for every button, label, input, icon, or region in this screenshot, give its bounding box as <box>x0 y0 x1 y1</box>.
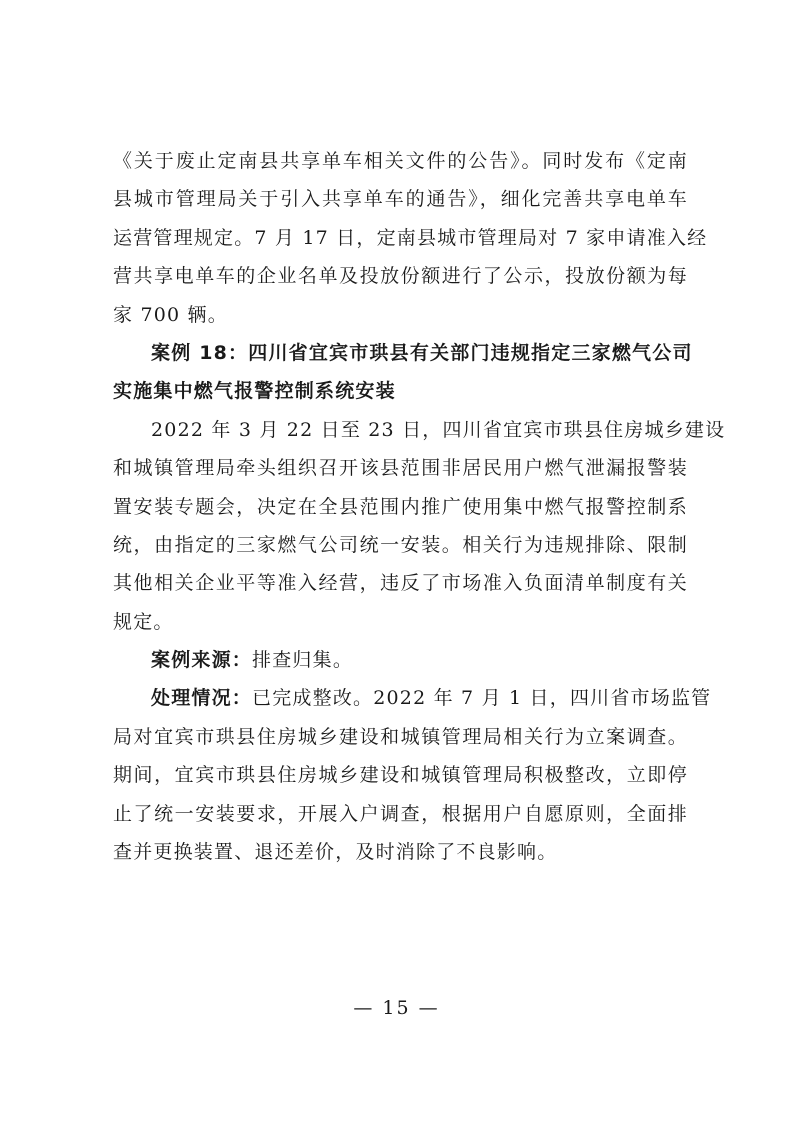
handling-label: 处理情况： <box>151 687 253 710</box>
page-number: — 15 — <box>353 997 440 1019</box>
text-line: 统，由指定的三家燃气公司统一安装。相关行为违规排除、限制 <box>113 533 688 556</box>
text-line: 2022 年 3 月 22 日至 23 日，四川省宜宾市珙县住房城乡建设 <box>151 418 726 441</box>
case-heading-line: 案例 18：四川省宜宾市珙县有关部门违规指定三家燃气公司 <box>151 341 693 364</box>
text-line: 县城市管理局关于引入共享单车的通告》，细化完善共享电单车 <box>113 188 688 211</box>
handling-status <box>113 679 712 871</box>
case-source-label: 案例来源： <box>151 649 253 672</box>
text-line: 和城镇管理局牵头组织召开该县范围非居民用户燃气泄漏报警装 <box>113 457 688 480</box>
handling-first-text: 已完成整改。2022 年 7 月 1 日，四川省市场监管 <box>252 687 712 710</box>
text-line: 家 700 辆。 <box>113 303 228 326</box>
handling-first-line <box>113 679 712 717</box>
text-line: 置安装专题会，决定在全县范围内推广使用集中燃气报警控制系 <box>113 495 688 518</box>
paragraph-announcement <box>113 142 708 334</box>
case-heading-line: 实施集中燃气报警控制系统安装 <box>113 380 396 403</box>
text-line: 止了统一安装要求，开展入户调查，根据用户自愿原则，全面排 <box>113 802 688 825</box>
paragraph-case-description <box>113 411 726 641</box>
case-source-text: 排查归集。 <box>252 649 354 672</box>
case-source-line <box>113 641 688 679</box>
text-line: 运营管理规定。7 月 17 日，定南县城市管理局对 7 家申请准入经 <box>113 226 708 249</box>
text-line: 局对宜宾市珙县住房城乡建设和城镇管理局相关行为立案调查。 <box>113 725 688 748</box>
text-line: 期间，宜宾市珙县住房城乡建设和城镇管理局积极整改，立即停 <box>113 764 688 787</box>
text-line: 营共享电单车的企业名单及投放份额进行了公示，投放份额为每 <box>113 265 688 288</box>
text-line: 其他相关企业平等准入经营，违反了市场准入负面清单制度有关 <box>113 572 688 595</box>
text-line: 《关于废止定南县共享单车相关文件的公告》。同时发布《定南 <box>113 150 688 172</box>
text-line: 查并更换装置、退还差价，及时消除了不良影响。 <box>113 841 558 864</box>
case-heading <box>113 334 693 411</box>
text-line: 规定。 <box>113 610 174 633</box>
case-source <box>113 641 688 679</box>
page-content <box>113 142 726 871</box>
